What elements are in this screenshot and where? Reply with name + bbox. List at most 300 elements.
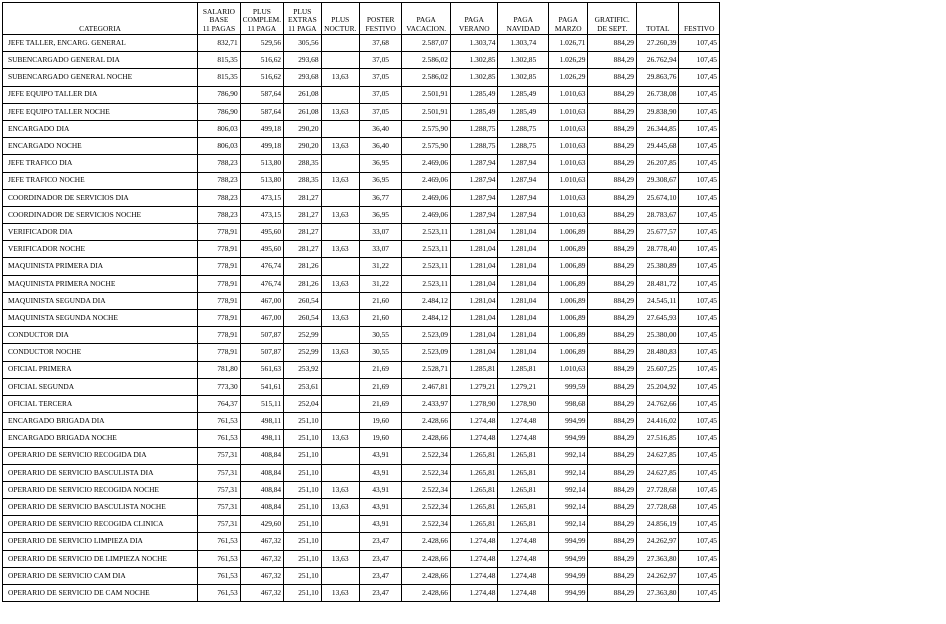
gratific-cell: 884,29 — [588, 69, 637, 86]
plus-complem-cell: 467,00 — [240, 292, 283, 309]
paga-marzo-cell: 1.006,89 — [549, 258, 588, 275]
plus-noctur-cell: 13,63 — [321, 103, 359, 120]
plus-complem-cell: 473,15 — [240, 189, 283, 206]
salario-base-cell: 832,71 — [198, 35, 240, 52]
total-cell: 25.204,92 — [637, 378, 679, 395]
paga-navidad-cell: 1.274,48 — [498, 550, 549, 567]
poster-festivo-cell: 21,60 — [359, 292, 401, 309]
plus-extras-cell: 252,04 — [284, 395, 321, 412]
table-row — [3, 138, 720, 155]
salario-base-cell: 778,91 — [198, 224, 240, 241]
gratific-cell: 884,29 — [588, 103, 637, 120]
table-body — [3, 35, 720, 602]
column-header-line: PAGA — [416, 15, 436, 25]
paga-verano-cell: 1.287,94 — [450, 189, 498, 206]
table-row — [3, 413, 720, 430]
poster-festivo-cell: 30,55 — [359, 327, 401, 344]
festivo-cell: 107,45 — [679, 310, 720, 327]
plus-noctur-cell — [321, 464, 359, 481]
paga-verano-cell: 1.274,48 — [450, 585, 498, 602]
gratific-cell: 884,29 — [588, 86, 637, 103]
table-row — [3, 86, 720, 103]
column-header-line: VACACION. — [406, 23, 447, 33]
paga-verano-cell: 1.265,81 — [450, 464, 498, 481]
paga-navidad-cell: 1.265,81 — [498, 499, 549, 516]
paga-vacacion-cell: 2.522,34 — [402, 464, 451, 481]
paga-navidad-cell: 1.274,48 — [498, 585, 549, 602]
poster-festivo-cell: 19,60 — [359, 430, 401, 447]
category-cell: JEFE TRAFICO NOCHE — [3, 172, 198, 189]
plus-noctur-cell — [321, 189, 359, 206]
table-row — [3, 172, 720, 189]
column-header-categoria — [3, 3, 198, 35]
paga-marzo-cell: 1.006,89 — [549, 292, 588, 309]
plus-complem-cell: 499,18 — [240, 138, 283, 155]
table-row — [3, 224, 720, 241]
plus-noctur-cell — [321, 395, 359, 412]
gratific-cell: 884,29 — [588, 361, 637, 378]
poster-festivo-cell: 37,68 — [359, 35, 401, 52]
total-cell: 26.344,85 — [637, 120, 679, 137]
category-cell: OPERARIO DE SERVICIO CAM DIA — [3, 567, 198, 584]
paga-verano-cell: 1.285,81 — [450, 361, 498, 378]
paga-verano-cell: 1.281,04 — [450, 241, 498, 258]
festivo-cell: 107,45 — [679, 138, 720, 155]
table-row — [3, 533, 720, 550]
category-cell: OPERARIO DE SERVICIO BASCULISTA NOCHE — [3, 499, 198, 516]
total-cell: 27.728,68 — [637, 499, 679, 516]
total-cell: 24.262,97 — [637, 567, 679, 584]
table-row — [3, 292, 720, 309]
paga-navidad-cell: 1.274,48 — [498, 567, 549, 584]
column-header-line: DE SEPT. — [597, 23, 628, 33]
paga-vacacion-cell: 2.586,02 — [402, 69, 451, 86]
gratific-cell: 884,29 — [588, 35, 637, 52]
paga-navidad-cell: 1.281,04 — [498, 258, 549, 275]
paga-navidad-cell: 1.265,81 — [498, 516, 549, 533]
salario-base-cell: 781,80 — [198, 361, 240, 378]
plus-noctur-cell: 13,63 — [321, 310, 359, 327]
festivo-cell: 107,45 — [679, 361, 720, 378]
festivo-cell: 107,45 — [679, 189, 720, 206]
column-header-line: 11 PAGAS — [202, 23, 236, 33]
table-row — [3, 344, 720, 361]
plus-extras-cell: 251,10 — [284, 430, 321, 447]
plus-noctur-cell: 13,63 — [321, 138, 359, 155]
table-row — [3, 481, 720, 498]
paga-navidad-cell: 1.285,49 — [498, 103, 549, 120]
paga-marzo-cell: 1.010,63 — [549, 138, 588, 155]
total-cell: 28.481,72 — [637, 275, 679, 292]
paga-navidad-cell: 1.303,74 — [498, 35, 549, 52]
column-header-line: PLUS — [331, 15, 350, 25]
poster-festivo-cell: 37,05 — [359, 86, 401, 103]
total-cell: 28.480,83 — [637, 344, 679, 361]
poster-festivo-cell: 23,47 — [359, 585, 401, 602]
column-header-festivo — [679, 3, 720, 35]
column-header-line: FESTIVO — [365, 23, 396, 33]
category-cell: ENCARGADO DIA — [3, 120, 198, 137]
plus-extras-cell: 260,54 — [284, 310, 321, 327]
paga-vacacion-cell: 2.522,34 — [402, 516, 451, 533]
plus-extras-cell: 305,56 — [284, 35, 321, 52]
salario-base-cell: 788,23 — [198, 155, 240, 172]
poster-festivo-cell: 31,22 — [359, 275, 401, 292]
poster-festivo-cell: 30,55 — [359, 344, 401, 361]
plus-complem-cell: 499,18 — [240, 120, 283, 137]
paga-navidad-cell: 1.287,94 — [498, 189, 549, 206]
plus-noctur-cell: 13,63 — [321, 499, 359, 516]
paga-marzo-cell: 994,99 — [549, 533, 588, 550]
festivo-cell: 107,45 — [679, 52, 720, 69]
paga-marzo-cell: 992,14 — [549, 447, 588, 464]
paga-verano-cell: 1.288,75 — [450, 138, 498, 155]
category-cell: COORDINADOR DE SERVICIOS DIA — [3, 189, 198, 206]
paga-marzo-cell: 994,99 — [549, 430, 588, 447]
gratific-cell: 884,29 — [588, 585, 637, 602]
plus-extras-cell: 251,10 — [284, 447, 321, 464]
table-row — [3, 258, 720, 275]
plus-complem-cell: 515,11 — [240, 395, 283, 412]
column-header-line: MARZO — [554, 23, 582, 33]
paga-marzo-cell: 1.026,71 — [549, 35, 588, 52]
paga-verano-cell: 1.285,49 — [450, 86, 498, 103]
plus-noctur-cell — [321, 86, 359, 103]
table-row — [3, 464, 720, 481]
festivo-cell: 107,45 — [679, 378, 720, 395]
paga-navidad-cell: 1.281,04 — [498, 344, 549, 361]
paga-marzo-cell: 998,68 — [549, 395, 588, 412]
paga-marzo-cell: 992,14 — [549, 481, 588, 498]
gratific-cell: 884,29 — [588, 275, 637, 292]
paga-marzo-cell: 994,99 — [549, 567, 588, 584]
paga-vacacion-cell: 2.523,11 — [402, 258, 451, 275]
table-row — [3, 120, 720, 137]
salario-base-cell: 757,31 — [198, 447, 240, 464]
salario-base-cell: 757,31 — [198, 499, 240, 516]
table-row — [3, 430, 720, 447]
gratific-cell: 884,29 — [588, 464, 637, 481]
plus-extras-cell: 253,61 — [284, 378, 321, 395]
salario-base-cell: 815,35 — [198, 52, 240, 69]
plus-complem-cell: 408,84 — [240, 499, 283, 516]
paga-marzo-cell: 1.010,63 — [549, 206, 588, 223]
paga-verano-cell: 1.281,04 — [450, 310, 498, 327]
paga-verano-cell: 1.278,90 — [450, 395, 498, 412]
paga-marzo-cell: 1.006,89 — [549, 241, 588, 258]
paga-vacacion-cell: 2.587,07 — [402, 35, 451, 52]
festivo-cell: 107,45 — [679, 327, 720, 344]
column-header-total — [637, 3, 679, 35]
paga-verano-cell: 1.274,48 — [450, 413, 498, 430]
category-cell: SUBENCARGADO GENERAL DIA — [3, 52, 198, 69]
column-header-line: 11 PAGA — [247, 23, 277, 33]
plus-extras-cell: 288,35 — [284, 172, 321, 189]
paga-verano-cell: 1.287,94 — [450, 155, 498, 172]
plus-extras-cell: 281,27 — [284, 206, 321, 223]
column-header-line: VERANO — [458, 23, 490, 33]
plus-complem-cell: 495,60 — [240, 241, 283, 258]
salario-base-cell: 778,91 — [198, 327, 240, 344]
plus-complem-cell: 467,00 — [240, 310, 283, 327]
plus-extras-cell: 288,35 — [284, 155, 321, 172]
plus-noctur-cell — [321, 155, 359, 172]
festivo-cell: 107,45 — [679, 69, 720, 86]
paga-vacacion-cell: 2.523,11 — [402, 241, 451, 258]
paga-navidad-cell: 1.285,81 — [498, 361, 549, 378]
paga-verano-cell: 1.274,48 — [450, 567, 498, 584]
column-header-line: 11 PAGA — [288, 23, 317, 33]
paga-vacacion-cell: 2.523,09 — [402, 327, 451, 344]
festivo-cell: 107,45 — [679, 86, 720, 103]
total-cell: 26.738,08 — [637, 86, 679, 103]
festivo-cell: 107,45 — [679, 292, 720, 309]
paga-verano-cell: 1.303,74 — [450, 35, 498, 52]
paga-marzo-cell: 1.026,29 — [549, 69, 588, 86]
table-row — [3, 550, 720, 567]
poster-festivo-cell: 23,47 — [359, 550, 401, 567]
category-cell: ENCARGADO NOCHE — [3, 138, 198, 155]
plus-noctur-cell: 13,63 — [321, 344, 359, 361]
salario-base-cell: 786,90 — [198, 86, 240, 103]
plus-complem-cell: 467,32 — [240, 585, 283, 602]
paga-marzo-cell: 1.006,89 — [549, 224, 588, 241]
paga-verano-cell: 1.274,48 — [450, 533, 498, 550]
paga-verano-cell: 1.287,94 — [450, 172, 498, 189]
category-cell: JEFE EQUIPO TALLER NOCHE — [3, 103, 198, 120]
festivo-cell: 107,45 — [679, 447, 720, 464]
gratific-cell: 884,29 — [588, 292, 637, 309]
plus-complem-cell: 476,74 — [240, 275, 283, 292]
plus-noctur-cell — [321, 413, 359, 430]
column-header-line: NOCTUR. — [324, 23, 357, 33]
paga-marzo-cell: 1.006,89 — [549, 275, 588, 292]
paga-vacacion-cell: 2.523,09 — [402, 344, 451, 361]
salario-base-cell: 757,31 — [198, 464, 240, 481]
plus-complem-cell: 473,15 — [240, 206, 283, 223]
gratific-cell: 884,29 — [588, 413, 637, 430]
paga-marzo-cell: 1.006,89 — [549, 327, 588, 344]
category-cell: OFICIAL PRIMERA — [3, 361, 198, 378]
paga-verano-cell: 1.265,81 — [450, 481, 498, 498]
paga-verano-cell: 1.274,48 — [450, 430, 498, 447]
poster-festivo-cell: 43,91 — [359, 447, 401, 464]
plus-extras-cell: 251,10 — [284, 413, 321, 430]
salario-base-cell: 761,53 — [198, 567, 240, 584]
poster-festivo-cell: 23,47 — [359, 533, 401, 550]
poster-festivo-cell: 36,95 — [359, 172, 401, 189]
table-row — [3, 241, 720, 258]
column-header-line: BASE — [209, 15, 229, 25]
paga-verano-cell: 1.281,04 — [450, 292, 498, 309]
paga-marzo-cell: 1.010,63 — [549, 86, 588, 103]
table-row — [3, 189, 720, 206]
poster-festivo-cell: 36,95 — [359, 155, 401, 172]
table-row — [3, 206, 720, 223]
gratific-cell: 884,29 — [588, 550, 637, 567]
table-row — [3, 378, 720, 395]
plus-extras-cell: 261,08 — [284, 103, 321, 120]
total-cell: 24.416,02 — [637, 413, 679, 430]
total-cell: 25.607,25 — [637, 361, 679, 378]
plus-noctur-cell — [321, 224, 359, 241]
paga-vacacion-cell: 2.433,97 — [402, 395, 451, 412]
plus-extras-cell: 281,27 — [284, 189, 321, 206]
poster-festivo-cell: 37,05 — [359, 69, 401, 86]
total-cell: 29.445,68 — [637, 138, 679, 155]
salario-base-cell: 778,91 — [198, 241, 240, 258]
column-header-line: CATEGORIA — [79, 23, 122, 33]
paga-vacacion-cell: 2.428,66 — [402, 550, 451, 567]
paga-vacacion-cell: 2.484,12 — [402, 292, 451, 309]
gratific-cell: 884,29 — [588, 378, 637, 395]
total-cell: 27.363,80 — [637, 585, 679, 602]
table-row — [3, 275, 720, 292]
festivo-cell: 107,45 — [679, 35, 720, 52]
festivo-cell: 107,45 — [679, 499, 720, 516]
festivo-cell: 107,45 — [679, 275, 720, 292]
plus-noctur-cell — [321, 258, 359, 275]
plus-noctur-cell: 13,63 — [321, 241, 359, 258]
category-cell: SUBENCARGADO GENERAL NOCHE — [3, 69, 198, 86]
paga-vacacion-cell: 2.469,06 — [402, 189, 451, 206]
festivo-cell: 107,45 — [679, 172, 720, 189]
paga-marzo-cell: 994,99 — [549, 550, 588, 567]
category-cell: VERIFICADOR DIA — [3, 224, 198, 241]
plus-complem-cell: 507,87 — [240, 344, 283, 361]
category-cell: OPERARIO DE SERVICIO BASCULISTA DIA — [3, 464, 198, 481]
poster-festivo-cell: 19,60 — [359, 413, 401, 430]
paga-verano-cell: 1.274,48 — [450, 550, 498, 567]
poster-festivo-cell: 43,91 — [359, 481, 401, 498]
column-header-line: FESTIVO — [684, 23, 715, 33]
table-row — [3, 516, 720, 533]
total-cell: 29.863,76 — [637, 69, 679, 86]
paga-navidad-cell: 1.274,48 — [498, 430, 549, 447]
total-cell: 27.363,80 — [637, 550, 679, 567]
paga-marzo-cell: 992,14 — [549, 499, 588, 516]
plus-noctur-cell — [321, 567, 359, 584]
total-cell: 27.728,68 — [637, 481, 679, 498]
table-row — [3, 567, 720, 584]
salario-base-cell: 786,90 — [198, 103, 240, 120]
plus-complem-cell: 541,61 — [240, 378, 283, 395]
column-header-line: POSTER — [366, 15, 395, 25]
poster-festivo-cell: 21,69 — [359, 378, 401, 395]
category-cell: ENCARGADO BRIGADA NOCHE — [3, 430, 198, 447]
paga-vacacion-cell: 2.428,66 — [402, 413, 451, 430]
plus-complem-cell: 561,63 — [240, 361, 283, 378]
column-header-gratific — [588, 3, 637, 35]
paga-navidad-cell: 1.285,49 — [498, 86, 549, 103]
gratific-cell: 884,29 — [588, 241, 637, 258]
paga-verano-cell: 1.265,81 — [450, 499, 498, 516]
gratific-cell: 884,29 — [588, 344, 637, 361]
poster-festivo-cell: 36,95 — [359, 206, 401, 223]
paga-navidad-cell: 1.281,04 — [498, 327, 549, 344]
plus-complem-cell: 587,64 — [240, 103, 283, 120]
poster-festivo-cell: 43,91 — [359, 499, 401, 516]
plus-complem-cell: 513,80 — [240, 172, 283, 189]
paga-navidad-cell: 1.265,81 — [498, 464, 549, 481]
poster-festivo-cell: 33,07 — [359, 241, 401, 258]
column-header-salario-base — [198, 3, 240, 35]
paga-marzo-cell: 1.010,63 — [549, 172, 588, 189]
total-cell: 24.262,97 — [637, 533, 679, 550]
column-header-plus-noctur — [321, 3, 359, 35]
festivo-cell: 107,45 — [679, 103, 720, 120]
paga-navidad-cell: 1.265,81 — [498, 481, 549, 498]
category-cell: ENCARGADO BRIGADA DIA — [3, 413, 198, 430]
paga-verano-cell: 1.302,85 — [450, 52, 498, 69]
paga-navidad-cell: 1.287,94 — [498, 206, 549, 223]
plus-noctur-cell: 13,63 — [321, 550, 359, 567]
paga-navidad-cell: 1.265,81 — [498, 447, 549, 464]
plus-noctur-cell: 13,63 — [321, 206, 359, 223]
total-cell: 25.380,89 — [637, 258, 679, 275]
paga-verano-cell: 1.265,81 — [450, 516, 498, 533]
salario-base-cell: 778,91 — [198, 344, 240, 361]
paga-navidad-cell: 1.281,04 — [498, 241, 549, 258]
paga-vacacion-cell: 2.428,66 — [402, 567, 451, 584]
column-header-line: PLUS — [252, 6, 271, 16]
plus-extras-cell: 293,68 — [284, 52, 321, 69]
poster-festivo-cell: 36,40 — [359, 138, 401, 155]
poster-festivo-cell: 37,05 — [359, 52, 401, 69]
paga-navidad-cell: 1.281,04 — [498, 292, 549, 309]
gratific-cell: 884,29 — [588, 499, 637, 516]
total-cell: 26.762,94 — [637, 52, 679, 69]
gratific-cell: 884,29 — [588, 172, 637, 189]
total-cell: 29.838,90 — [637, 103, 679, 120]
category-cell: MAQUINISTA SEGUNDA NOCHE — [3, 310, 198, 327]
column-header-line: GRATIFIC. — [594, 15, 630, 25]
category-cell: JEFE TRAFICO DIA — [3, 155, 198, 172]
column-header-plus-extras — [284, 3, 321, 35]
festivo-cell: 107,45 — [679, 567, 720, 584]
plus-extras-cell: 253,92 — [284, 361, 321, 378]
salario-base-cell: 761,53 — [198, 413, 240, 430]
total-cell: 25.380,00 — [637, 327, 679, 344]
gratific-cell: 884,29 — [588, 120, 637, 137]
gratific-cell: 884,29 — [588, 533, 637, 550]
gratific-cell: 884,29 — [588, 327, 637, 344]
festivo-cell: 107,45 — [679, 224, 720, 241]
paga-verano-cell: 1.285,49 — [450, 103, 498, 120]
paga-navidad-cell: 1.281,04 — [498, 224, 549, 241]
plus-complem-cell: 408,84 — [240, 447, 283, 464]
salario-base-cell: 761,53 — [198, 430, 240, 447]
paga-verano-cell: 1.302,85 — [450, 69, 498, 86]
paga-navidad-cell: 1.278,90 — [498, 395, 549, 412]
paga-verano-cell: 1.281,04 — [450, 224, 498, 241]
salario-base-cell: 761,53 — [198, 533, 240, 550]
plus-complem-cell: 495,60 — [240, 224, 283, 241]
paga-vacacion-cell: 2.469,06 — [402, 172, 451, 189]
category-cell: COORDINADOR DE SERVICIOS NOCHE — [3, 206, 198, 223]
paga-navidad-cell: 1.287,94 — [498, 155, 549, 172]
table-row — [3, 499, 720, 516]
paga-vacacion-cell: 2.522,34 — [402, 499, 451, 516]
festivo-cell: 107,45 — [679, 344, 720, 361]
category-cell: MAQUINISTA PRIMERA DIA — [3, 258, 198, 275]
category-cell: VERIFICADOR NOCHE — [3, 241, 198, 258]
plus-extras-cell: 260,54 — [284, 292, 321, 309]
plus-complem-cell: 529,56 — [240, 35, 283, 52]
table-row — [3, 447, 720, 464]
table-row — [3, 361, 720, 378]
total-cell: 27.645,93 — [637, 310, 679, 327]
